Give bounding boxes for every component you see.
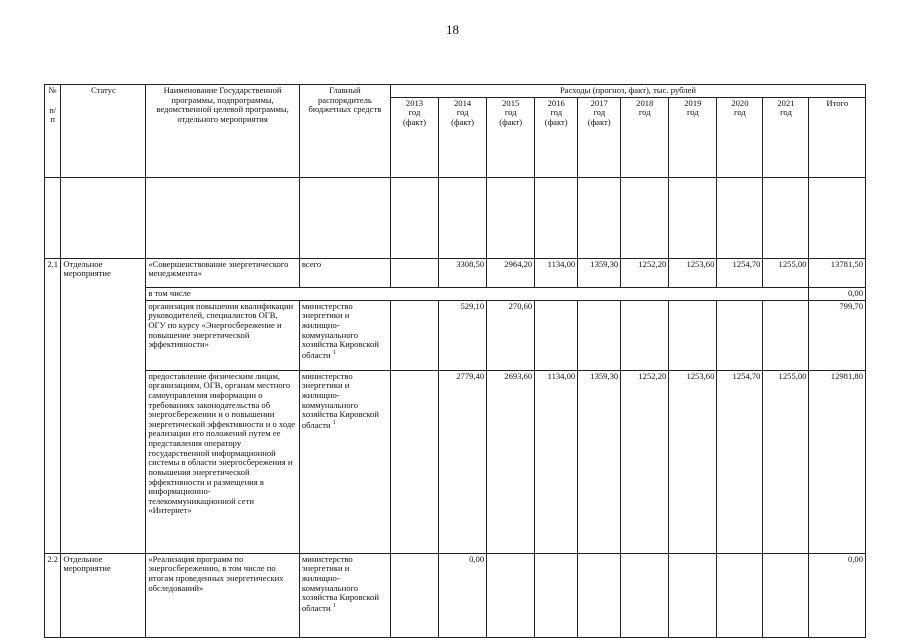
value-cell bbox=[621, 300, 669, 370]
table-row bbox=[45, 258, 866, 287]
header-no-label: № bbox=[48, 85, 57, 95]
header-row-1 bbox=[45, 85, 866, 98]
value-cell bbox=[390, 300, 438, 370]
row-name: организация повышения квалификации руководителей, специалистов ОГВ, ОГУ по курсу «Энергосбережение и повышение энергетической эффективности» bbox=[146, 300, 300, 370]
table-row bbox=[45, 300, 866, 370]
value-cell bbox=[535, 553, 578, 637]
value-cell: 1254,70 bbox=[717, 258, 763, 287]
value-cell: 3308,50 bbox=[439, 258, 487, 287]
total-cell: 799,70 bbox=[809, 300, 866, 370]
value-cell bbox=[621, 553, 669, 637]
value-cell bbox=[717, 553, 763, 637]
header-year-2013: 2013 год (факт) bbox=[390, 97, 438, 177]
row-name: «Совершенствование энергетического менеджмента» bbox=[146, 258, 300, 287]
row-name: «Реализация программ по энергосбережению, в том числе по итогам проведенных энергетических обследований» bbox=[146, 553, 300, 637]
value-cell bbox=[535, 300, 578, 370]
value-cell: 1254,70 bbox=[717, 370, 763, 553]
header-year-2019: 2019 год bbox=[669, 97, 717, 177]
value-cell: 1134,00 bbox=[535, 370, 578, 553]
value-cell: 1253,60 bbox=[669, 258, 717, 287]
total-cell: 13781,50 bbox=[809, 258, 866, 287]
value-cell bbox=[669, 553, 717, 637]
header-expenses: Расходы (прогноз, факт), тыс. рублей bbox=[390, 85, 865, 98]
footnote-mark: 1 bbox=[332, 602, 336, 609]
row-name: в том числе bbox=[146, 287, 809, 300]
value-cell bbox=[390, 553, 438, 637]
value-cell bbox=[717, 300, 763, 370]
value-cell: 2693,60 bbox=[487, 370, 535, 553]
footnote-mark: 1 bbox=[332, 349, 336, 356]
value-cell: 270,60 bbox=[487, 300, 535, 370]
value-cell: 1252,20 bbox=[621, 258, 669, 287]
header-pp-label: п/п bbox=[49, 104, 57, 125]
row-manager: министерство энергетики и жилищно-коммунального хозяйства Кировской области $^1$ bbox=[299, 553, 390, 637]
value-cell: 1253,60 bbox=[669, 370, 717, 553]
header-year-2016: 2016 год (факт) bbox=[535, 97, 578, 177]
value-cell bbox=[578, 300, 621, 370]
header-year-2017: 2017 год (факт) bbox=[578, 97, 621, 177]
header-year-2014: 2014 год (факт) bbox=[439, 97, 487, 177]
value-cell bbox=[390, 370, 438, 553]
header-manager: Главный распорядитель бюджетных средств bbox=[299, 85, 390, 178]
header-status: Статус bbox=[61, 85, 146, 178]
row-status: Отдельное мероприятие bbox=[61, 553, 146, 637]
total-cell: 0,00 bbox=[809, 553, 866, 637]
value-cell: 2779,40 bbox=[439, 370, 487, 553]
value-cell: 1252,20 bbox=[621, 370, 669, 553]
header-year-2020: 2020 год bbox=[717, 97, 763, 177]
row-manager: министерство энергетики и жилищно-коммунального хозяйства Кировской области $^1$ bbox=[299, 300, 390, 370]
value-cell: 1359,30 bbox=[578, 258, 621, 287]
total-cell: 12981,80 bbox=[809, 370, 866, 553]
value-cell: 1255,00 bbox=[763, 370, 809, 553]
value-cell: 1255,00 bbox=[763, 258, 809, 287]
value-cell: 2964,20 bbox=[487, 258, 535, 287]
row-manager: всего bbox=[299, 258, 390, 287]
row-manager: министерство энергетики и жилищно-коммунального хозяйства Кировской области $^1$ bbox=[299, 370, 390, 553]
value-cell: 1359,30 bbox=[578, 370, 621, 553]
value-cell: 529,10 bbox=[439, 300, 487, 370]
table-row bbox=[45, 370, 866, 553]
value-cell bbox=[763, 300, 809, 370]
page-number: 18 bbox=[446, 22, 459, 37]
value-cell bbox=[390, 258, 438, 287]
blank-row bbox=[45, 177, 866, 258]
value-cell: 1134,00 bbox=[535, 258, 578, 287]
header-no bbox=[45, 85, 61, 178]
header-year-2018: 2018 год bbox=[621, 97, 669, 177]
total-cell: 0,00 bbox=[809, 287, 866, 300]
footnote-mark: 1 bbox=[332, 419, 336, 426]
value-cell bbox=[763, 553, 809, 637]
row-name: предоставление физическим лицам, организациям, ОГВ, органам местного самоуправления информации о требованиях законодательства об энергосбережении и о повышении энергетической эффективности и о ходе реализации его положений путем ее представления оператору государственной информационной системы в области энергосбережения и повышения энергетической эффективности и размещения в информационно-телекоммуникационной сети «Интернет» bbox=[146, 370, 300, 553]
value-cell bbox=[578, 553, 621, 637]
header-year-2015: 2015 год (факт) bbox=[487, 97, 535, 177]
value-cell bbox=[669, 300, 717, 370]
table-row bbox=[45, 287, 866, 300]
header-total: Итого bbox=[809, 97, 866, 177]
row-number: 2.1 bbox=[45, 258, 61, 553]
value-cell bbox=[487, 553, 535, 637]
budget-table bbox=[44, 84, 866, 638]
header-name: Наименование Государственной программы, подпрограммы, ведомственной целевой программы, отдельного мероприятия bbox=[146, 85, 300, 178]
row-status: Отдельное мероприятие bbox=[61, 258, 146, 553]
header-year-2021: 2021 год bbox=[763, 97, 809, 177]
value-cell: 0,00 bbox=[439, 553, 487, 637]
table-row bbox=[45, 553, 866, 637]
row-number: 2.2 bbox=[45, 553, 61, 637]
